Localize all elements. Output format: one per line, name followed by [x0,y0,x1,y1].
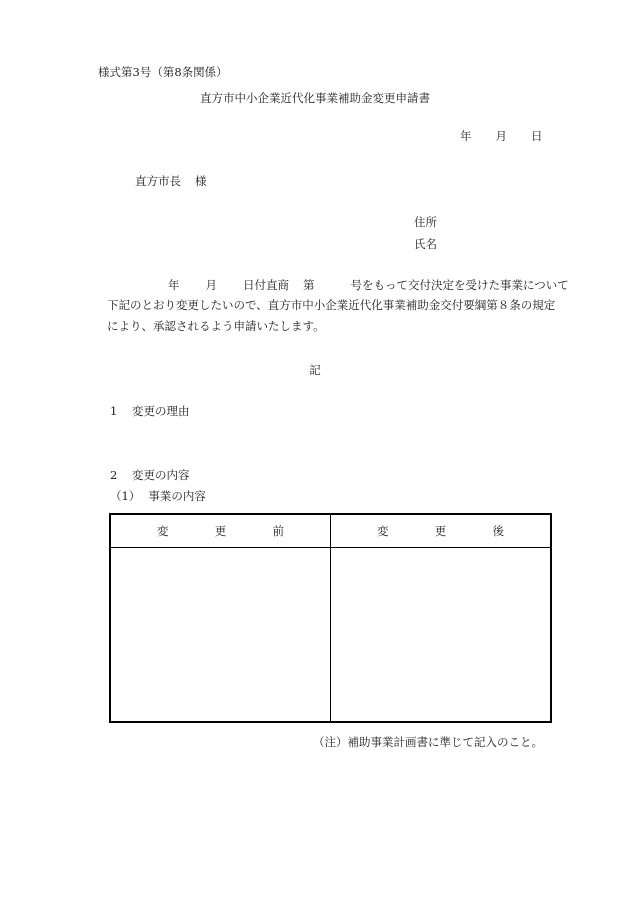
item-2-1-number: （1） [110,489,141,503]
body-line-1 [168,280,569,292]
after-header-char-2: 更 [434,524,447,538]
date-day-label: 日 [531,129,543,143]
item-2-1 [110,491,206,503]
note: （注）補助事業計画書に準じて記入のこと。 [313,735,543,749]
body-line-2: 下記のとおり変更したいので、直方市中小企業近代化事業補助金交付要綱第８条の規定 [107,298,556,312]
item-2 [110,470,190,482]
body-date-ref: 日付直商 [243,278,289,292]
before-header-char-2: 更 [214,524,227,538]
change-table [109,513,552,723]
addressee-honorific: 様 [195,174,207,188]
before-content-cell[interactable] [110,548,331,723]
addressee-name: 直方市長 [135,174,181,188]
item-1 [110,406,190,418]
after-header-char-3: 後 [492,524,504,538]
form-number: 様式第3号（第8条関係） [98,65,228,79]
name-label: 氏名 [414,237,437,251]
after-header-char-1: 変 [377,524,389,538]
body-month: 月 [205,278,217,292]
body-number-prefix: 第 [303,278,315,292]
before-header-char-1: 変 [157,524,169,538]
body-year: 年 [168,278,180,292]
date-line [460,131,543,143]
item-1-number: 1 [110,404,118,418]
document-title: 直方市中小企業近代化事業補助金変更申請書 [200,91,430,105]
after-header [331,514,552,548]
item-2-label: 変更の内容 [132,468,190,482]
item-2-1-label: 事業の内容 [148,489,206,503]
item-2-number: 2 [110,468,118,482]
after-content-cell[interactable] [331,548,552,723]
ki-heading: 記 [309,363,321,377]
addressee [135,176,207,188]
date-year-label: 年 [460,129,472,143]
date-month-label: 月 [495,129,507,143]
item-1-label: 変更の理由 [132,404,190,418]
before-header [110,514,331,548]
address-label: 住所 [414,215,437,229]
body-line1-rest: 号をもって交付決定を受けた事業について [350,278,569,292]
before-header-char-3: 前 [272,524,284,538]
body-line-3: により、承認されるよう申請いたします。 [107,319,325,333]
